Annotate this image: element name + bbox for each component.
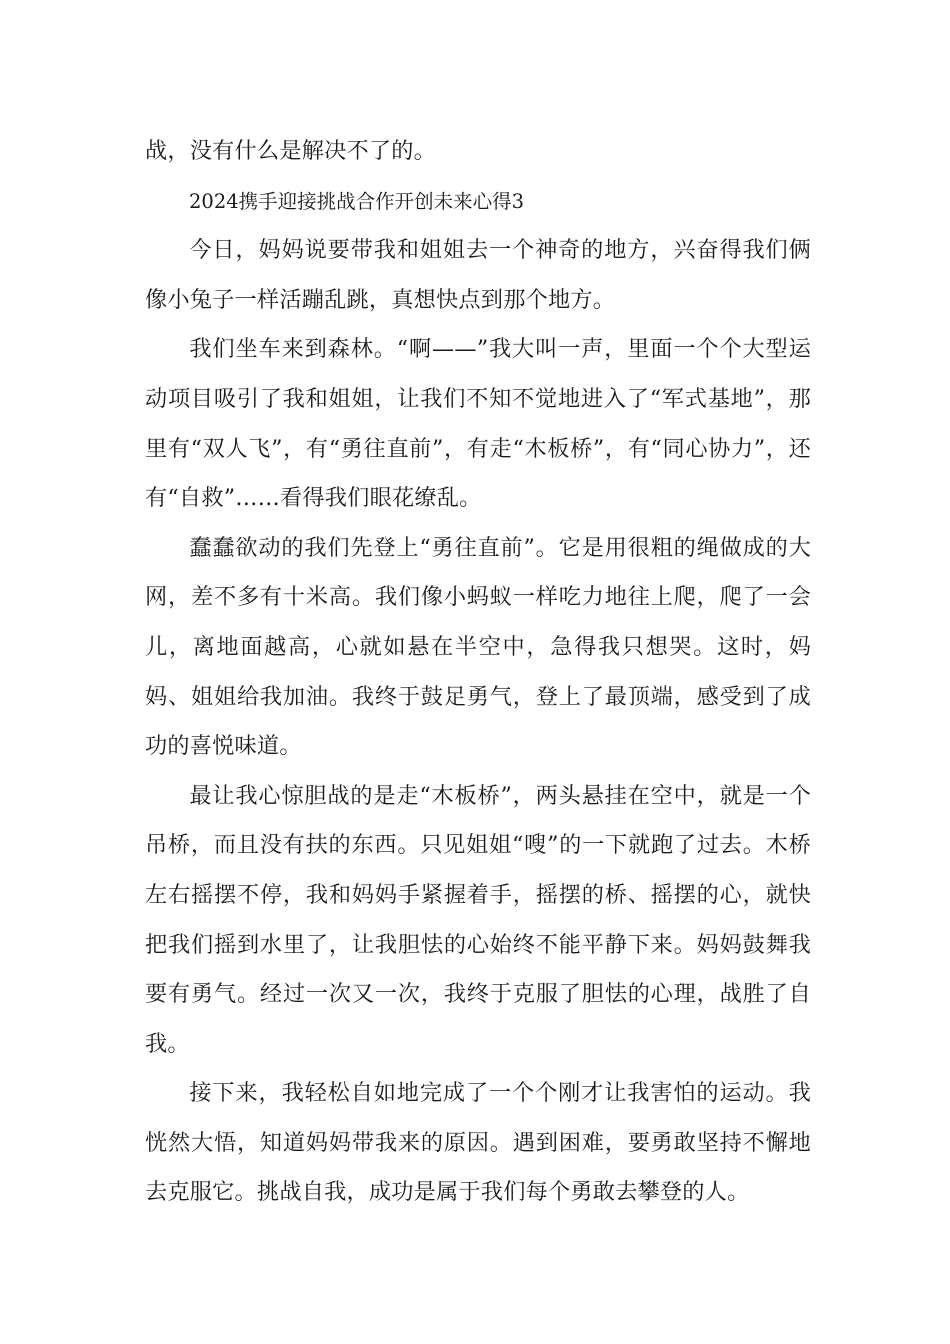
document-body bbox=[145, 127, 811, 1218]
paragraph-conclusion: 接下来，我轻松自如地完成了一个个刚才让我害怕的运动。我恍然大悟，知道妈妈带我来的原因。遇到困难，要勇敢坚持不懈地去克服它。挑战自我，成功是属于我们每个勇敢去攀登的人。 bbox=[145, 1080, 811, 1206]
paragraph-bridge: 最让我心惊胆战的是走“木板桥”，两头悬挂在空中，就是一个吊桥，而且没有扶的东西。只见姐姐“嗖”的一下就跑了过去。木桥左右摇摆不停，我和妈妈手紧握着手，摇摆的桥、摇摆的心，就快把我们摇到水里了，让我胆怯的心始终不能平静下来。妈妈鼓舞我要有勇气。经过一次又一次，我终于克服了胆怯的心理，战胜了自我。 bbox=[145, 782, 811, 1057]
paragraph-climb: 蠢蠢欲动的我们先登上“勇往直前”。它是用很粗的绳做成的大网，差不多有十米高。我们像小蚂蚁一样吃力地往上爬，爬了一会儿，离地面越高，心就如悬在半空中，急得我只想哭。这时，妈妈、姐姐给我加油。我终于鼓足勇气，登上了最顶端，感受到了成功的喜悦味道。 bbox=[145, 534, 811, 760]
paragraph-intro: 今日，妈妈说要带我和姐姐去一个神奇的地方，兴奋得我们俩像小兔子一样活蹦乱跳，真想快点到那个地方。 bbox=[145, 237, 811, 313]
continued-paragraph: 战，没有什么是解决不了的。 bbox=[145, 138, 437, 164]
paragraph-forest: 我们坐车来到森林。“啊——”我大叫一声，里面一个个大型运动项目吸引了我和姐姐，让我们不知不觉地进入了“军式基地”，那里有“双人飞”，有“勇往直前”，有走“木板桥”，有“同心协力”，还有“自救”……看得我们眼花缭乱。 bbox=[145, 336, 811, 512]
section-heading: 2024携手迎接挑战合作开创未来心得3 bbox=[189, 189, 525, 213]
